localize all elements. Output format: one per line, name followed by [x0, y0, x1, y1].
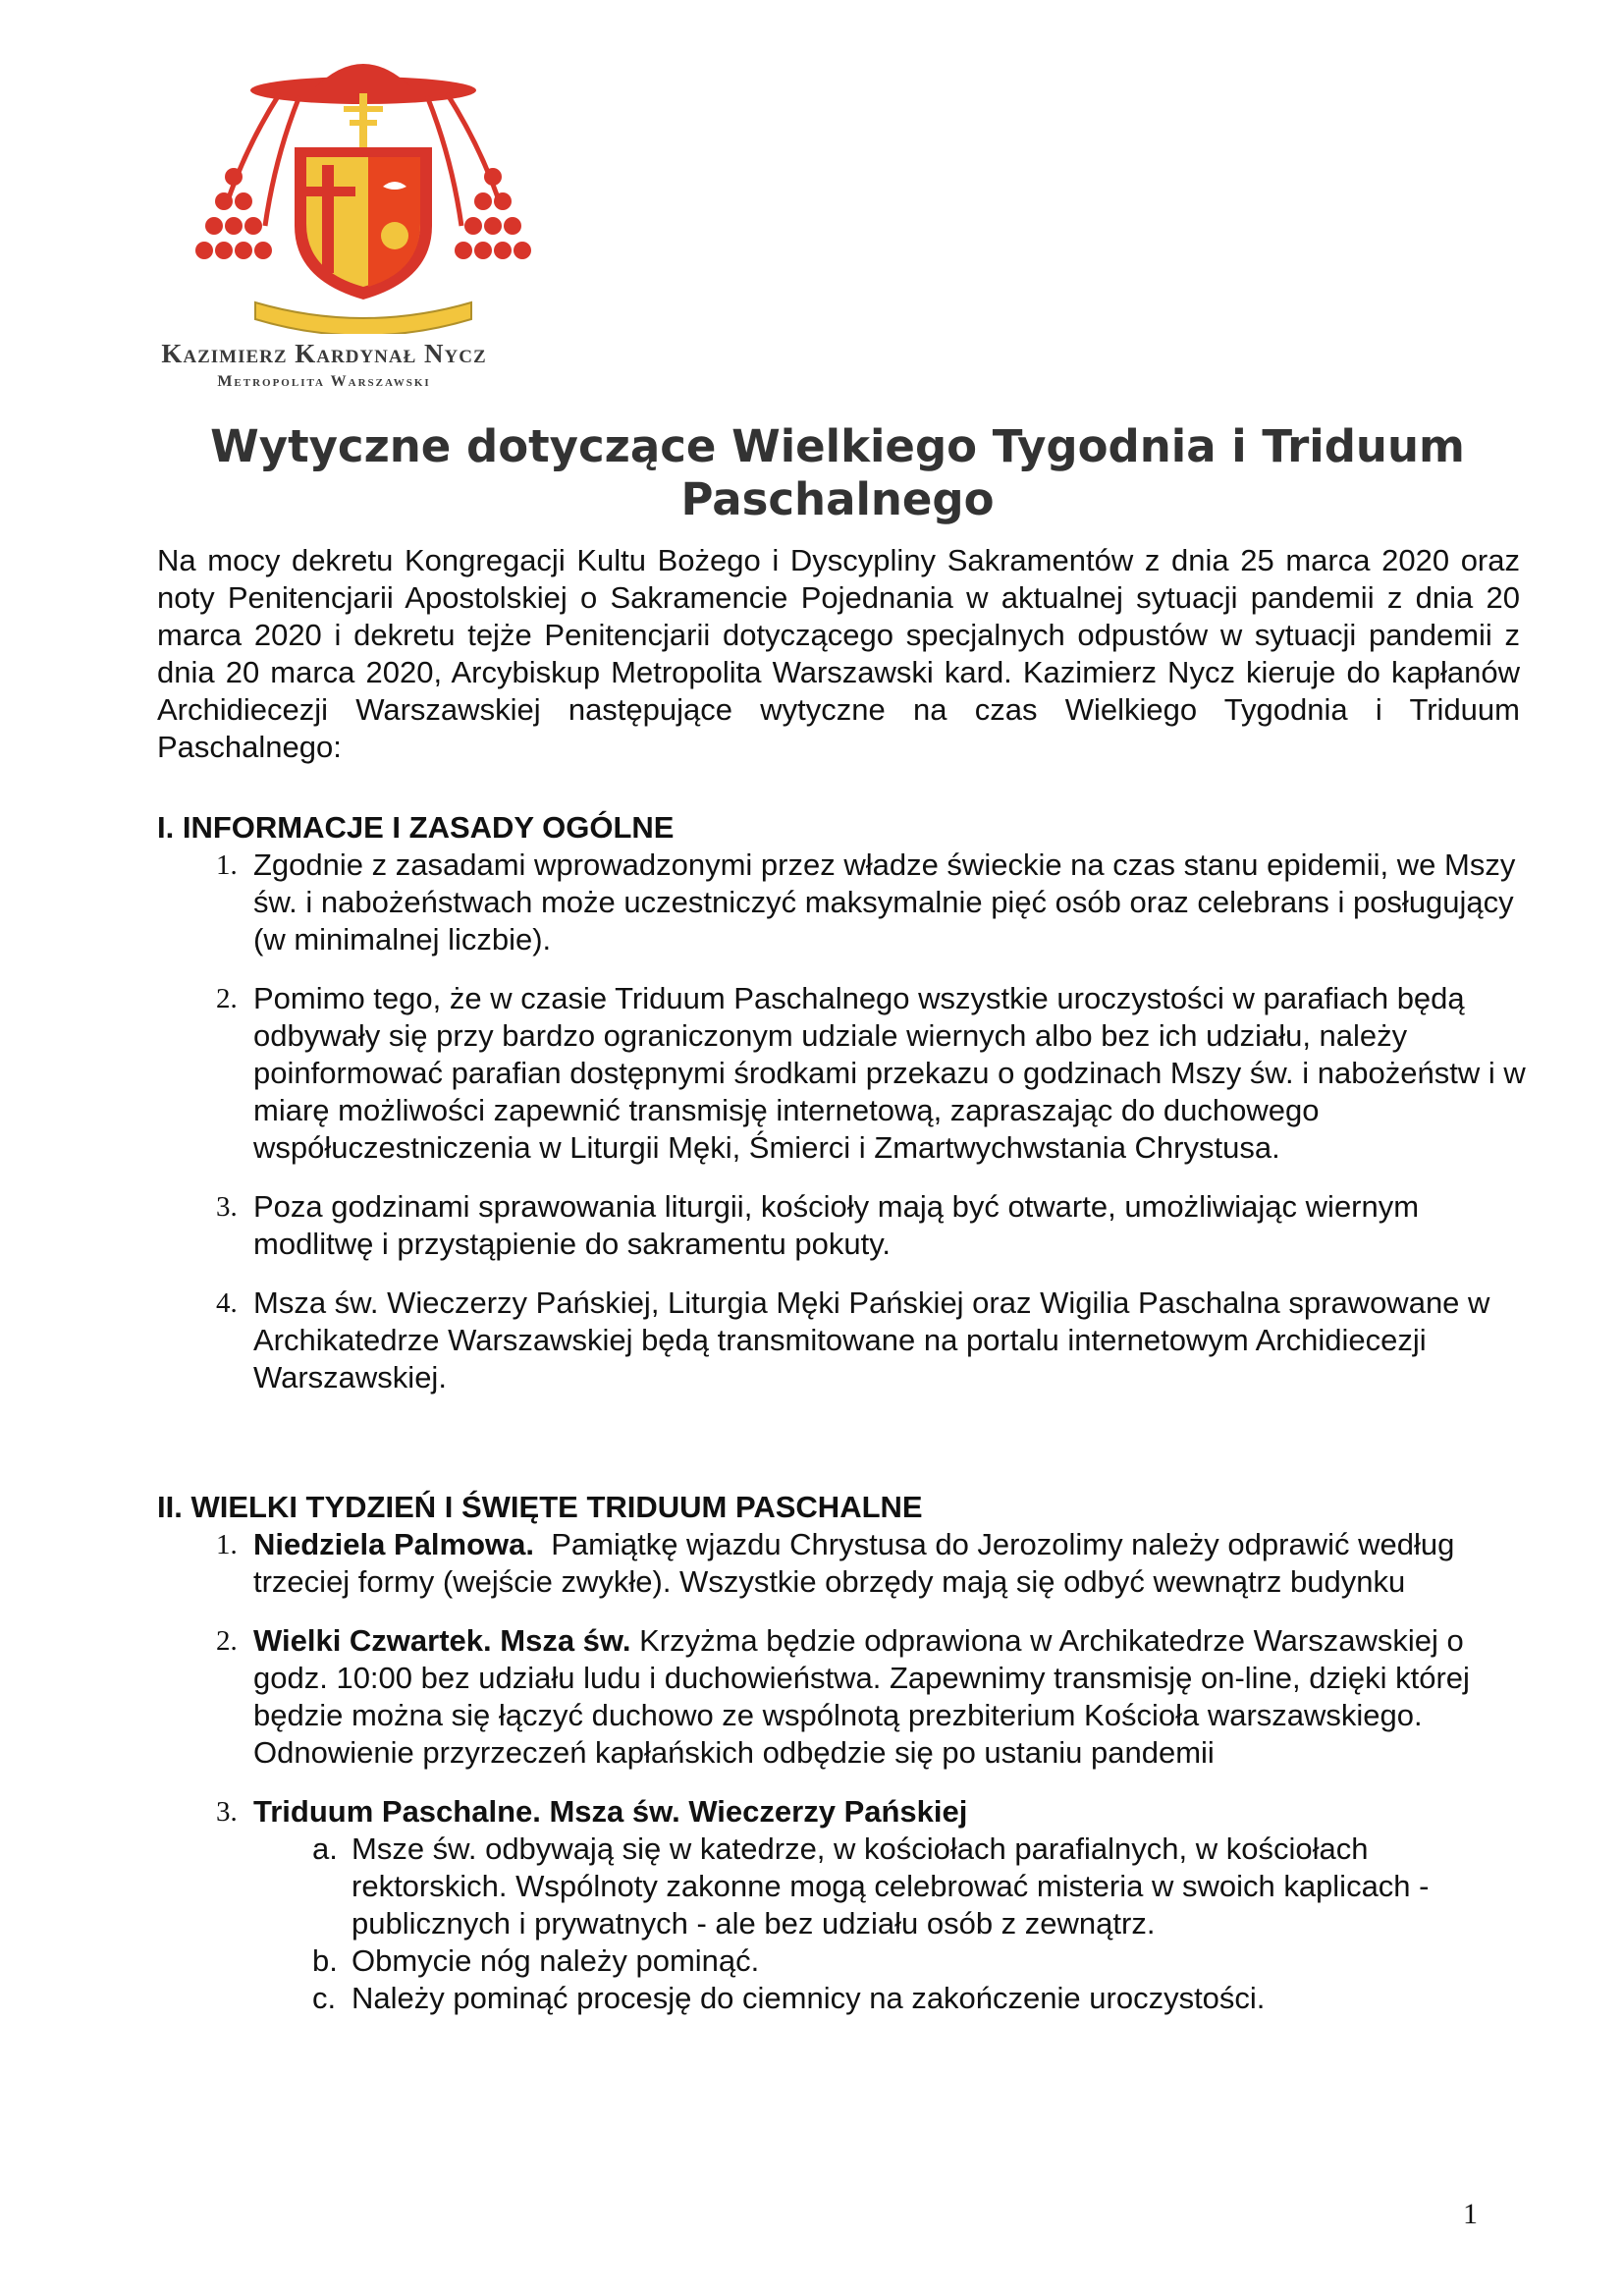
list-item [157, 980, 1532, 1167]
list-item-text: Zgodnie z zasadami wprowadzonymi przez władze świeckie na czas stanu epidemii, we Mszy św. i nabożeństwach może uczestniczyć maksymalnie pięć osób oraz celebrans i posługujący (w minimalnej liczbie). [253, 847, 1516, 957]
list-item-bold-lead: Wielki Czwartek. Msza św. [253, 1623, 631, 1658]
section-1-heading: I. INFORMACJE I ZASADY OGÓLNE [157, 810, 675, 845]
list-item-bold-lead: Triduum Paschalne. Msza św. Wieczerzy Pańskiej [253, 1794, 968, 1829]
intro-paragraph: Na mocy dekretu Kongregacji Kultu Bożego i Dyscypliny Sakramentów z dnia 25 marca 2020 oraz noty Penitencjarii Apostolskiej o Sakramencie Pojednania w aktualnej sytuacji pandemii z dnia 20 marca 2020 i dekretu tejże Penitencjarii dotyczącego specjalnych odpustów w sytuacji pandemii z dnia 20 marca 2020, Arcybiskup Metropolita Warszawski kard. Kazimierz Nycz kieruje do kapłanów Archidiecezji Warszawskiej następujące wytyczne na czas Wielkiego Tygodnia i Triduum Paschalnego: [157, 543, 1520, 764]
list-item-text: Pomimo tego, że w czasie Triduum Paschalnego wszystkie uroczystości w parafiach będą odbywały się przy bardzo ograniczonym udziale wiernych albo bez ich udziału, należy poinformować parafian dostępnymi środkami przekazu o godzinach Mszy św. i nabożeństw i w miarę możliwości zapewnić transmisję internetową, zapraszając do duchowego współuczestniczenia w Liturgii Męki, Śmierci i Zmartwychwstania Chrystusa. [253, 981, 1526, 1165]
list-item [157, 1285, 1532, 1396]
list-item-text: Msza św. Wieczerzy Pańskiej, Liturgia Męki Pańskiej oraz Wigilia Paschalna sprawowane w Archikatedrze Warszawskiej będą transmitowane na portalu internetowym Archidiecezji Warszawskiej. [253, 1285, 1490, 1394]
section-1-list [157, 847, 1532, 1418]
list-item [157, 1622, 1532, 1772]
sub-list-item [253, 1831, 1532, 1942]
section-2-heading: II. WIELKI TYDZIEŃ I ŚWIĘTE TRIDUUM PASCHALNE [157, 1490, 923, 1524]
list-number: 1. [216, 1529, 238, 1560]
list-item [157, 1526, 1532, 1601]
sub-list-item [253, 1942, 1532, 1980]
section-2-list [157, 1526, 1532, 2039]
sub-list-text: Należy pominąć procesję do ciemnicy na zakończenie uroczystości. [352, 1981, 1266, 2015]
list-number: 1. [216, 849, 238, 881]
sub-list-text: Obmycie nóg należy pominąć. [352, 1943, 760, 1978]
list-item [157, 847, 1532, 958]
sub-list-item [253, 1980, 1532, 2017]
list-item [157, 1188, 1532, 1263]
sub-list-letter: b. [312, 1943, 338, 1978]
list-number: 2. [216, 1625, 238, 1657]
sub-list [253, 1831, 1532, 2017]
cardinal-name: Kazimierz Kardynał Nycz [161, 339, 487, 368]
list-number: 4. [216, 1287, 238, 1319]
list-item-text: Poza godzinami sprawowania liturgii, kościoły mają być otwarte, umożliwiając wiernym modlitwę i przystąpienie do sakramentu pokuty. [253, 1189, 1420, 1261]
sub-list-letter: a. [312, 1831, 338, 1866]
sub-list-letter: c. [312, 1981, 337, 2015]
list-item-bold-lead: Niedziela Palmowa. [253, 1527, 534, 1561]
document-title: Wytyczne dotyczące Wielkiego Tygodnia i Triduum Paschalnego [210, 420, 1465, 525]
sub-list-text: Msze św. odbywają się w katedrze, w kościołach parafialnych, w kościołach rektorskich. Wspólnoty zakonne mogą celebrować misteria w swoich kaplicach - publicznych i prywatnych - ale bez udziału osób z zewnątrz. [352, 1831, 1430, 1941]
list-number: 2. [216, 983, 238, 1014]
list-item-text: Krzyżma będzie odprawiona w Archikatedrze Warszawskiej o godz. 10:00 bez udziału ludu i duchowieństwa. Zapewnimy transmisję on-line, dzięki której będzie można się łączyć duchowo ze wspólnotą prezbiterium Kościoła warszawskiego. Odnowienie przyrzeczeń kapłańskich odbędzie się po ustaniu pandemii [253, 1623, 1479, 1770]
cardinal-title: Metropolita Warszawski [217, 373, 431, 390]
list-number: 3. [216, 1191, 238, 1223]
list-item [157, 1793, 1532, 2017]
list-number: 3. [216, 1796, 238, 1828]
coat-of-arms-logo [187, 39, 540, 334]
cardinal-signature-block [118, 339, 530, 391]
list-item-text: Pamiątkę wjazdu Chrystusa do Jerozolimy należy odprawić według trzeciej formy (wejście zwykłe). Wszystkie obrzędy mają się odbyć wewnątrz budynku [253, 1527, 1463, 1599]
page-number: 1 [1463, 2198, 1478, 2230]
